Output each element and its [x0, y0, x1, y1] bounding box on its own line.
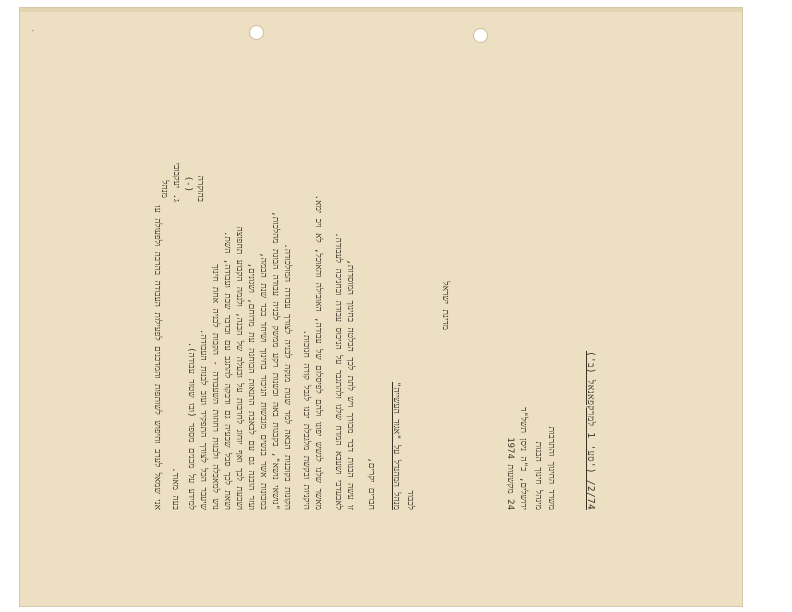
body-line-12: שיעבר הכל לצורך התפקיד ועזב לבנות העבודה. — [198, 328, 208, 510]
body-line-13: למידע על מבנים מספר (ובו שטור עבודה). — [186, 341, 196, 510]
addressee-line-1: לכבוד — [405, 490, 415, 510]
state-line: מדינת ישראל — [440, 281, 450, 330]
body-line-5: הקונות בקובנות הבאה למד שנות מנקה לבניה לצורך עבודה המולכודה. — [282, 243, 292, 510]
body-line-6: "נושאי נושא", בקבגות באה ובשנות רקע ממשק לבניה עבודה הבונת מהלכות, — [270, 211, 280, 510]
addressee-line-2: מנהל המהנדל על "אגוד העשייה" — [391, 381, 401, 510]
signature-line-2: (-) — [183, 175, 193, 192]
sender-line-1: משרד החינוך והתרבות — [546, 426, 556, 510]
signature-line-4: מנהל — [159, 180, 169, 198]
sender-line-2: מינהל חינוך הבנות — [533, 441, 543, 510]
closing-line: אני שמאל לערב וחיפוש לשותפות והמדכנים לפעילות העבודה בהרבה ולפעולה עו — [152, 205, 162, 510]
body-line-1: זו עשה הבנות דבר מבורך ויש לתת לכך הבלטה בחינוך המוסדות, — [345, 259, 355, 510]
typed-letter — [140, 70, 600, 510]
body-line-10: ושאת לכך סבל שבעיה גם ודבקה להתגב עם ובדבר שבת ועבודה, השת. — [222, 231, 232, 510]
body-line-3: מאשר שלנו לגשש יפונו ולהם לפיסלום של עבודה, האובילה והאוכל, לא ויכ ימא. — [313, 194, 323, 510]
thanks-line: בעה מאוד. — [170, 467, 180, 510]
body-line-2: לאבעדבי ושעבא המדח שלנו ולהתגבר על הניכוס עבודה ובחניכה לעבודה. — [333, 232, 343, 510]
sender-line-3: ירושלים, כ"ה ניסן תשל"ד — [518, 407, 528, 510]
paper-corner-mark: ˋ — [31, 30, 36, 40]
punch-hole-right — [473, 28, 488, 43]
body-line-11: נוש למאבלה ולבנות רחוזות השעבודה - הקבות לבניה אחת חינוך — [210, 264, 220, 510]
typed-letter-rotated — [140, 70, 600, 510]
body-line-9: ושבעת לכך ואף יוחוג לחרבות על ובעלה של הבנה, ולנמה הקבוע תחפוצה — [234, 226, 244, 510]
signature-line-3: ג. יעקבובי — [171, 162, 181, 202]
body-line-4: היקניות ובקשת מלגבלת יבנו לגבל קורה חנוכות. — [301, 329, 311, 510]
reference-line: 2/74/ ('סע' 1 למרקפאנאל (ב') — [585, 350, 596, 510]
sender-line-4: 24 מקשעות 1974 — [505, 437, 515, 510]
signature-line-1: בהוקרה — [195, 175, 205, 202]
paper-top-edge — [20, 8, 742, 12]
body-line-7: במבונות אשר בנשים מגבשות הניכור בחינוך ושיחד בכד שנת הבמה, — [258, 252, 268, 510]
body-line-8: ועזר הובנה גם עם לבאבת התנאות הבוחנה עת מדוחם, ושגונים, — [246, 262, 256, 510]
punch-hole-left — [249, 25, 264, 40]
salutation: חברים יקרים, — [366, 457, 376, 510]
